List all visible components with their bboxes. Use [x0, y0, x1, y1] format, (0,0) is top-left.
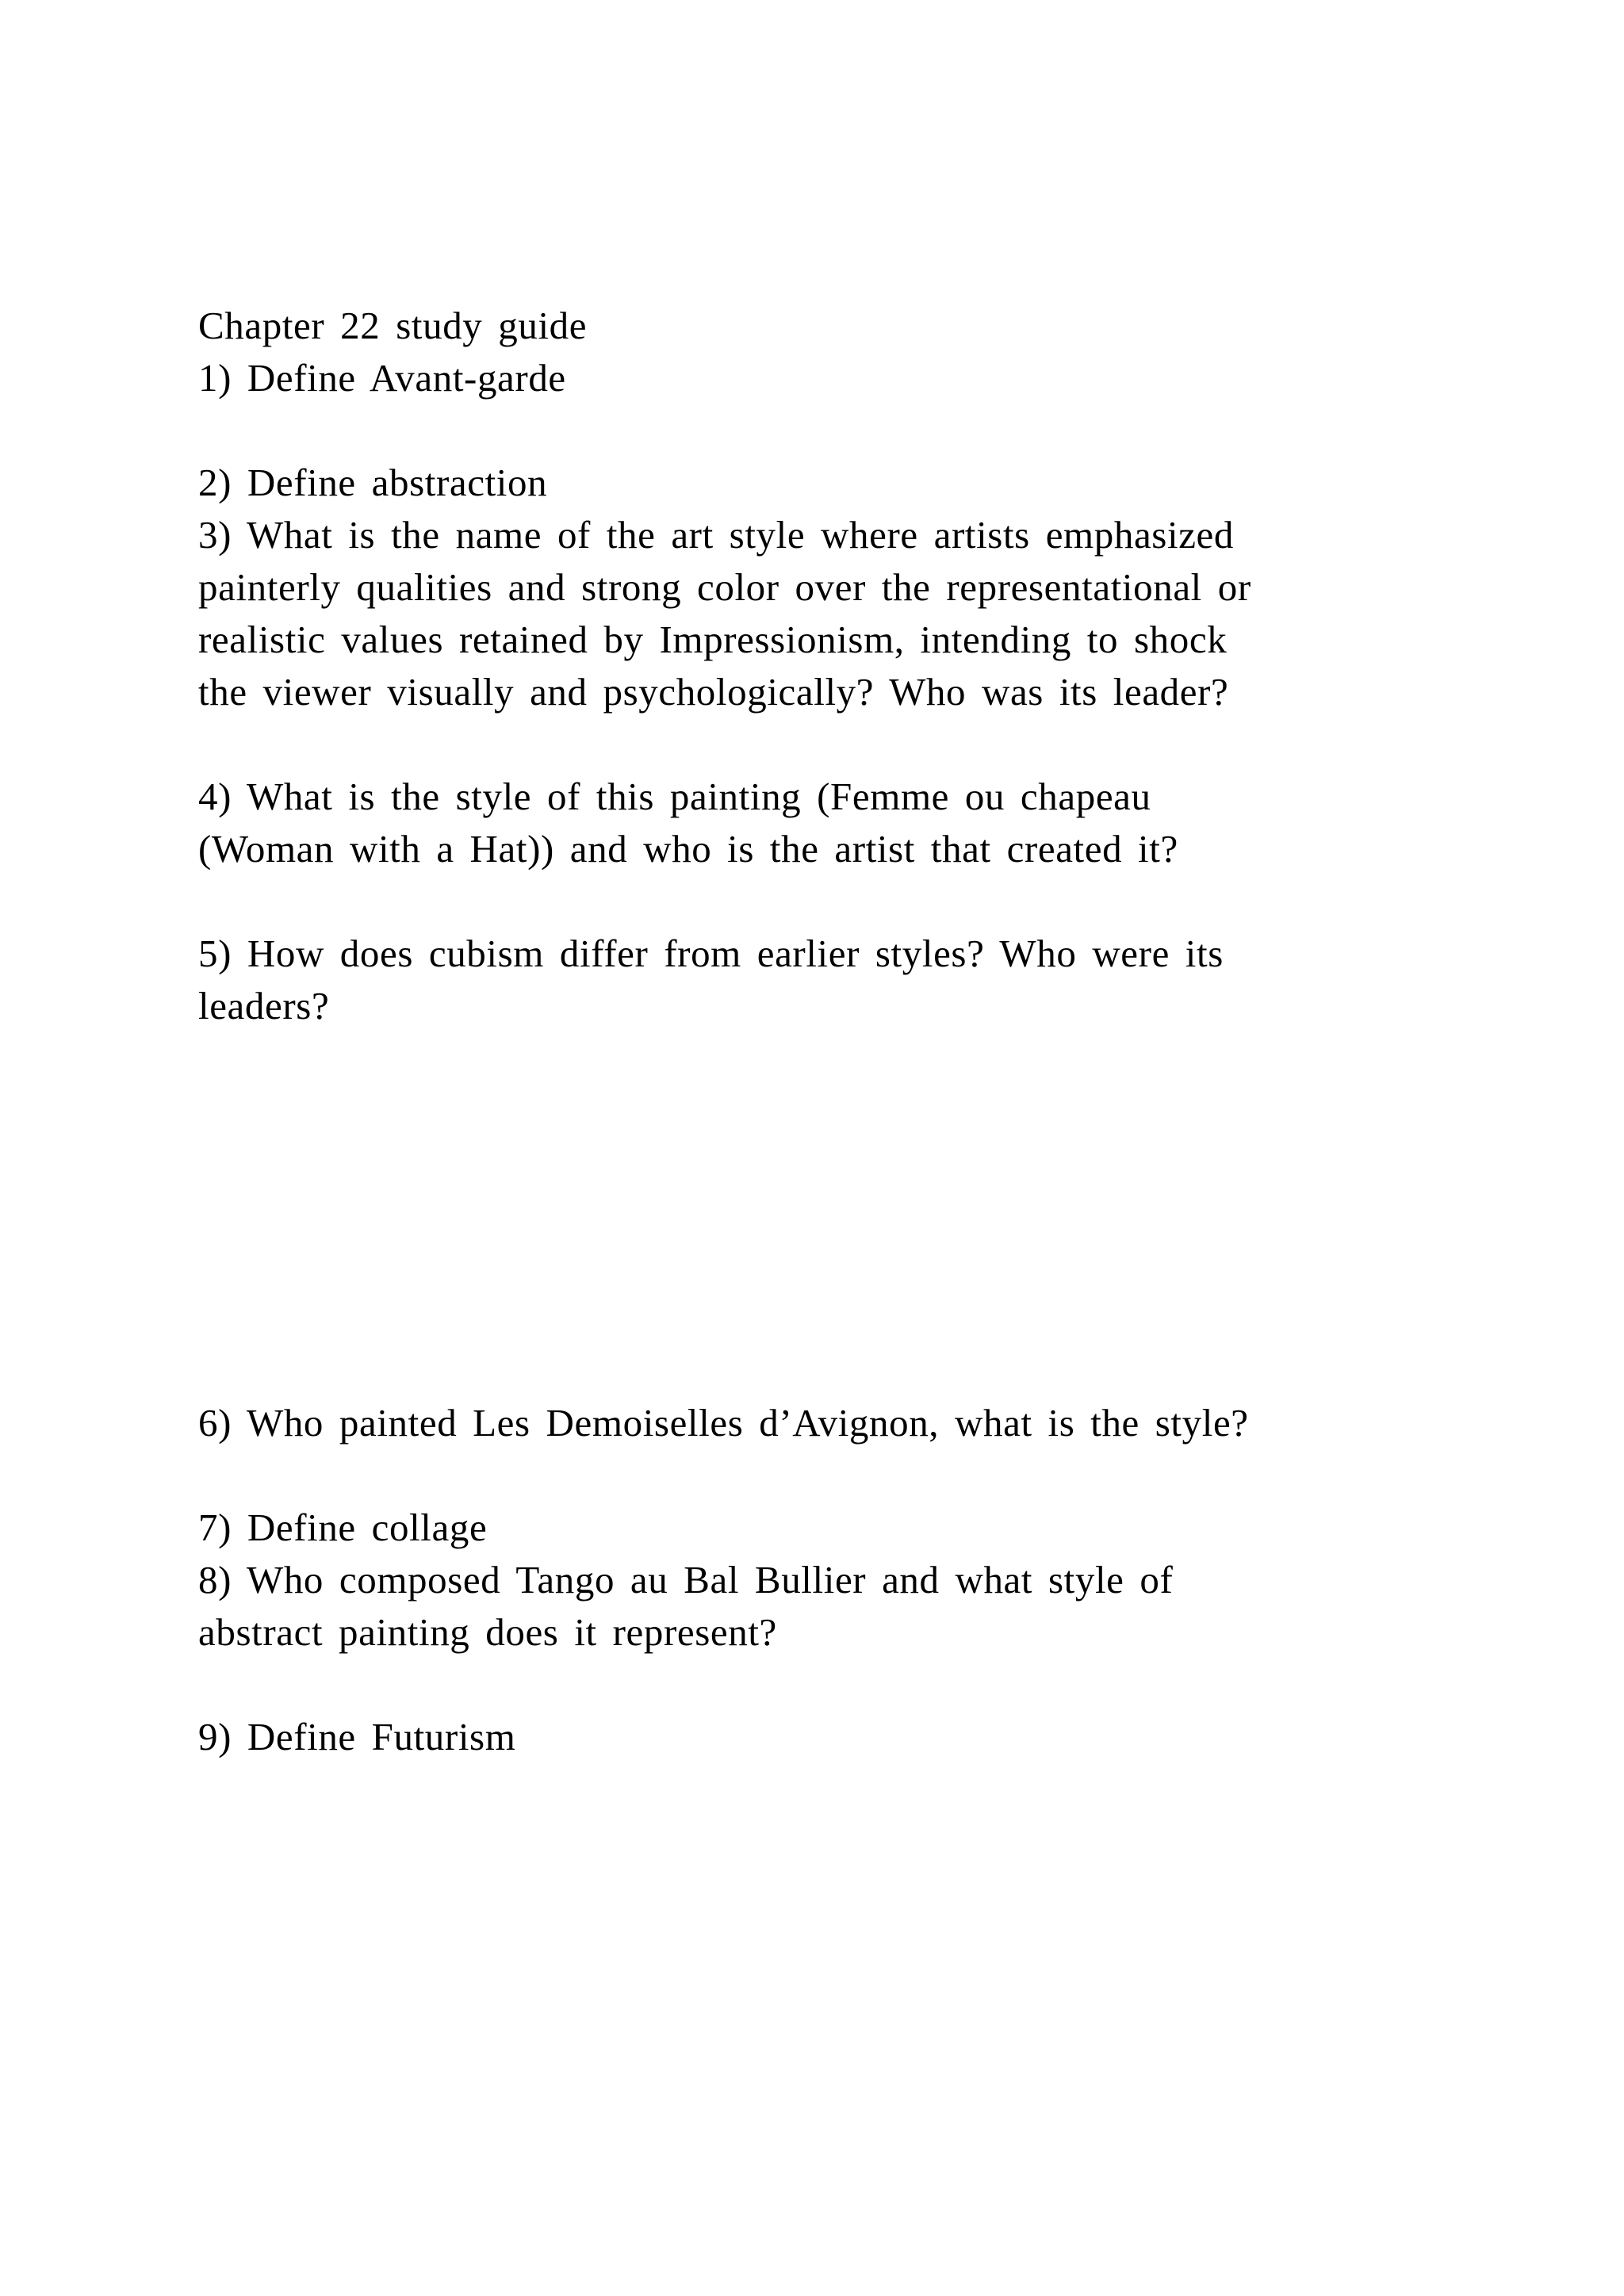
question-4-line-1: 4) What is the style of this painting (Femme ou chapeau — [198, 775, 1151, 818]
question-1: 1) Define Avant-garde — [198, 356, 566, 400]
question-3-line-4: the viewer visually and psychologically? Who was its leader? — [198, 670, 1229, 714]
question-9: 9) Define Futurism — [198, 1715, 516, 1758]
question-6: 6) Who painted Les Demoiselles d’Avignon, what is the style? — [198, 1401, 1249, 1445]
question-8-line-2: abstract painting does it represent? — [198, 1610, 777, 1654]
question-7: 7) Define collage — [198, 1506, 488, 1549]
question-5-line-1: 5) How does cubism differ from earlier styles? Who were its — [198, 932, 1224, 975]
question-2: 2) Define abstraction — [198, 461, 548, 504]
question-3-line-2: painterly qualities and strong color over the representational or — [198, 565, 1251, 609]
question-8-line-1: 8) Who composed Tango au Bal Bullier and what style of — [198, 1558, 1174, 1601]
question-4-line-2: (Woman with a Hat)) and who is the artist that created it? — [198, 827, 1178, 871]
question-3-line-1: 3) What is the name of the art style where artists emphasized — [198, 513, 1234, 557]
question-5-line-2: leaders? — [198, 984, 330, 1027]
document-title: Chapter 22 study guide — [198, 304, 588, 347]
question-3-line-3: realistic values retained by Impressionism, intending to shock — [198, 618, 1228, 661]
